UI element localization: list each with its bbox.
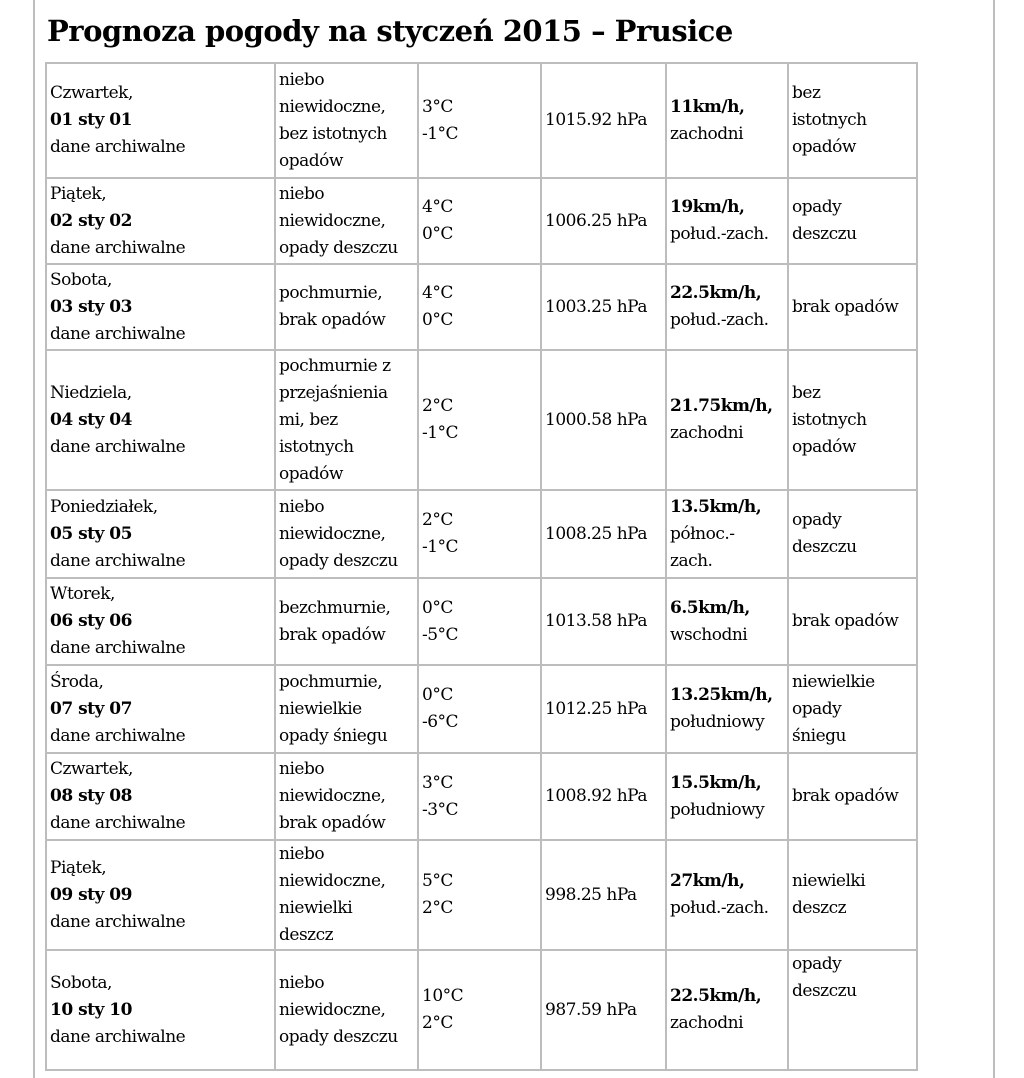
precipitation-text: bez istotnych opadów [792, 83, 867, 157]
conditions-cell [275, 753, 418, 840]
date-label: 02 sty 02 [50, 210, 132, 231]
archive-note: dane archiwalne [50, 237, 186, 258]
temp-min: -1°C [422, 123, 459, 144]
weekday-label: Poniedziałek, [50, 496, 158, 517]
precipitation-cell [788, 178, 917, 264]
archive-note: dane archiwalne [50, 323, 186, 344]
day-cell [46, 350, 275, 490]
conditions-text: bezchmurnie, brak opadów [279, 597, 391, 645]
pressure-cell [541, 665, 666, 753]
conditions-cell [275, 950, 418, 1070]
temp-max: 10°C [422, 986, 464, 1006]
wind-cell [666, 63, 788, 178]
wind-speed: 13.25km/h, [670, 685, 773, 705]
archive-note: dane archiwalne [50, 137, 186, 157]
conditions-cell [275, 578, 418, 665]
wind-speed: 13.5km/h, [670, 496, 762, 517]
wind-direction: wschodni [670, 624, 748, 645]
table-row [46, 490, 917, 578]
wind-direction: zachodni [670, 123, 744, 144]
temperature-cell [418, 753, 541, 840]
day-cell [46, 665, 275, 753]
precipitation-cell [788, 264, 917, 350]
forecast-table-body [46, 63, 917, 1070]
day-cell [46, 63, 275, 178]
temp-max: 2°C [422, 510, 453, 530]
page-left-rule [33, 0, 35, 1078]
conditions-cell [275, 264, 418, 350]
conditions-text: niebo niewidoczne, brak opadów [279, 759, 386, 833]
date-label: 10 sty 10 [50, 999, 132, 1020]
precipitation-cell [788, 490, 917, 578]
date-label: 05 sty 05 [50, 523, 132, 544]
conditions-cell [275, 665, 418, 753]
archive-note: dane archiwalne [50, 725, 186, 746]
conditions-text: niebo niewidoczne, niewielki deszcz [279, 844, 386, 945]
temp-min: -1°C [422, 423, 459, 443]
archive-note: dane archiwalne [50, 638, 186, 658]
temp-max: 4°C [422, 283, 453, 303]
precipitation-text: opady deszczu [792, 510, 857, 557]
temp-min: 0°C [422, 224, 453, 244]
wind-cell [666, 578, 788, 665]
temperature-cell [418, 490, 541, 578]
wind-cell [666, 665, 788, 753]
temp-min: -5°C [422, 624, 459, 645]
wind-cell [666, 490, 788, 578]
wind-speed: 27km/h, [670, 871, 745, 891]
date-label: 04 sty 04 [50, 409, 132, 430]
weekday-label: Sobota, [50, 269, 112, 290]
pressure-cell [541, 63, 666, 178]
weekday-label: Środa, [50, 671, 104, 692]
precipitation-cell [788, 753, 917, 840]
weekday-label: Piątek, [50, 183, 107, 204]
temp-min: -6°C [422, 712, 459, 732]
conditions-cell [275, 490, 418, 578]
pressure-cell [541, 753, 666, 840]
conditions-cell [275, 840, 418, 950]
temperature-cell [418, 264, 541, 350]
date-label: 06 sty 06 [50, 611, 132, 631]
table-row [46, 63, 917, 178]
day-cell [46, 578, 275, 665]
temp-min: -1°C [422, 537, 459, 557]
conditions-text: niebo niewidoczne, opady deszczu [279, 496, 398, 571]
conditions-cell [275, 63, 418, 178]
date-label: 09 sty 09 [50, 884, 132, 905]
conditions-cell [275, 178, 418, 264]
pressure-value: 1000.58 hPa [545, 409, 647, 430]
page-right-rule [993, 0, 995, 1078]
day-cell [46, 753, 275, 840]
pressure-cell [541, 178, 666, 264]
conditions-text: niebo niewidoczne, opady deszczu [279, 183, 398, 258]
date-label: 03 sty 03 [50, 296, 132, 317]
precipitation-text: niewielkie opady śniegu [792, 671, 875, 746]
conditions-text: pochmurnie, niewielkie opady śniegu [279, 671, 388, 746]
pressure-value: 987.59 hPa [545, 999, 637, 1020]
wind-direction: połud.-zach. [670, 310, 769, 330]
wind-speed: 15.5km/h, [670, 772, 762, 793]
conditions-text: pochmurnie z przejaśnienia mi, bez istotnych opadów [279, 355, 391, 484]
wind-speed: 6.5km/h, [670, 597, 750, 618]
temperature-cell [418, 578, 541, 665]
table-row [46, 950, 917, 1070]
wind-cell [666, 350, 788, 490]
archive-note: dane archiwalne [50, 911, 186, 932]
table-row [46, 665, 917, 753]
archive-note: dane archiwalne [50, 813, 186, 833]
archive-note: dane archiwalne [50, 550, 186, 571]
date-label: 08 sty 08 [50, 786, 132, 806]
precipitation-cell [788, 950, 917, 1070]
precipitation-text: brak opadów [792, 611, 899, 631]
wind-speed: 22.5km/h, [670, 986, 762, 1006]
day-cell [46, 840, 275, 950]
weekday-label: Niedziela, [50, 382, 132, 403]
wind-speed: 21.75km/h, [670, 396, 773, 416]
temperature-cell [418, 178, 541, 264]
precipitation-text: bez istotnych opadów [792, 382, 867, 457]
temp-min: 2°C [422, 898, 453, 918]
wind-speed: 19km/h, [670, 197, 745, 217]
wind-cell [666, 264, 788, 350]
wind-direction: północ.- zach. [670, 523, 735, 571]
pressure-value: 1006.25 hPa [545, 210, 647, 231]
temp-max: 3°C [422, 772, 453, 793]
precipitation-text: opady deszczu [792, 197, 857, 244]
precipitation-cell [788, 350, 917, 490]
temperature-cell [418, 840, 541, 950]
precipitation-text: opady deszczu [792, 954, 857, 1001]
temp-min: 0°C [422, 310, 453, 330]
weekday-label: Piątek, [50, 857, 107, 878]
pressure-value: 1012.25 hPa [545, 698, 647, 719]
precipitation-cell [788, 840, 917, 950]
temperature-cell [418, 63, 541, 178]
weekday-label: Sobota, [50, 972, 112, 993]
day-cell [46, 178, 275, 264]
precipitation-cell [788, 63, 917, 178]
temp-min: 2°C [422, 1013, 453, 1033]
pressure-cell [541, 578, 666, 665]
day-cell [46, 264, 275, 350]
wind-direction: zachodni [670, 1013, 744, 1033]
temp-min: -3°C [422, 799, 459, 820]
wind-speed: 22.5km/h, [670, 283, 762, 303]
precipitation-text: niewielki deszcz [792, 871, 866, 918]
temperature-cell [418, 665, 541, 753]
table-row [46, 840, 917, 950]
temp-max: 0°C [422, 597, 453, 618]
table-row [46, 178, 917, 264]
precipitation-cell [788, 665, 917, 753]
temperature-cell [418, 950, 541, 1070]
temp-max: 5°C [422, 871, 453, 891]
temperature-cell [418, 350, 541, 490]
temp-max: 0°C [422, 685, 453, 705]
pressure-cell [541, 950, 666, 1070]
pressure-value: 1008.92 hPa [545, 786, 647, 806]
pressure-value: 1008.25 hPa [545, 523, 647, 544]
table-row [46, 264, 917, 350]
wind-direction: południowy [670, 799, 765, 820]
pressure-value: 998.25 hPa [545, 884, 637, 905]
wind-direction: połud.-zach. [670, 898, 769, 918]
precipitation-text: brak opadów [792, 296, 899, 317]
wind-direction: połud.-zach. [670, 224, 769, 244]
conditions-text: niebo niewidoczne, opady deszczu [279, 972, 398, 1047]
day-cell [46, 490, 275, 578]
wind-direction: zachodni [670, 423, 744, 443]
conditions-cell [275, 350, 418, 490]
pressure-cell [541, 350, 666, 490]
table-row [46, 753, 917, 840]
pressure-value: 1015.92 hPa [545, 110, 647, 130]
archive-note: dane archiwalne [50, 436, 186, 457]
forecast-table [45, 62, 918, 1071]
archive-note: dane archiwalne [50, 1026, 186, 1047]
date-label: 01 sty 01 [50, 110, 132, 130]
day-cell [46, 950, 275, 1070]
pressure-cell [541, 490, 666, 578]
precipitation-text: brak opadów [792, 786, 899, 806]
page-title: Prognoza pogody na styczeń 2015 – Prusice [47, 14, 733, 48]
temp-max: 3°C [422, 96, 453, 117]
weekday-label: Wtorek, [50, 584, 115, 604]
conditions-text: pochmurnie, brak opadów [279, 283, 386, 330]
temp-max: 4°C [422, 197, 453, 217]
wind-cell [666, 950, 788, 1070]
pressure-cell [541, 840, 666, 950]
pressure-value: 1003.25 hPa [545, 296, 647, 317]
table-row [46, 578, 917, 665]
wind-cell [666, 840, 788, 950]
wind-direction: południowy [670, 712, 765, 732]
weekday-label: Czwartek, [50, 83, 133, 103]
date-label: 07 sty 07 [50, 698, 132, 719]
table-row [46, 350, 917, 490]
pressure-cell [541, 264, 666, 350]
weekday-label: Czwartek, [50, 759, 133, 779]
temp-max: 2°C [422, 396, 453, 416]
wind-cell [666, 753, 788, 840]
precipitation-cell [788, 578, 917, 665]
pressure-value: 1013.58 hPa [545, 611, 647, 631]
conditions-text: niebo niewidoczne, bez istotnych opadów [279, 69, 387, 171]
wind-speed: 11km/h, [670, 96, 745, 117]
wind-cell [666, 178, 788, 264]
